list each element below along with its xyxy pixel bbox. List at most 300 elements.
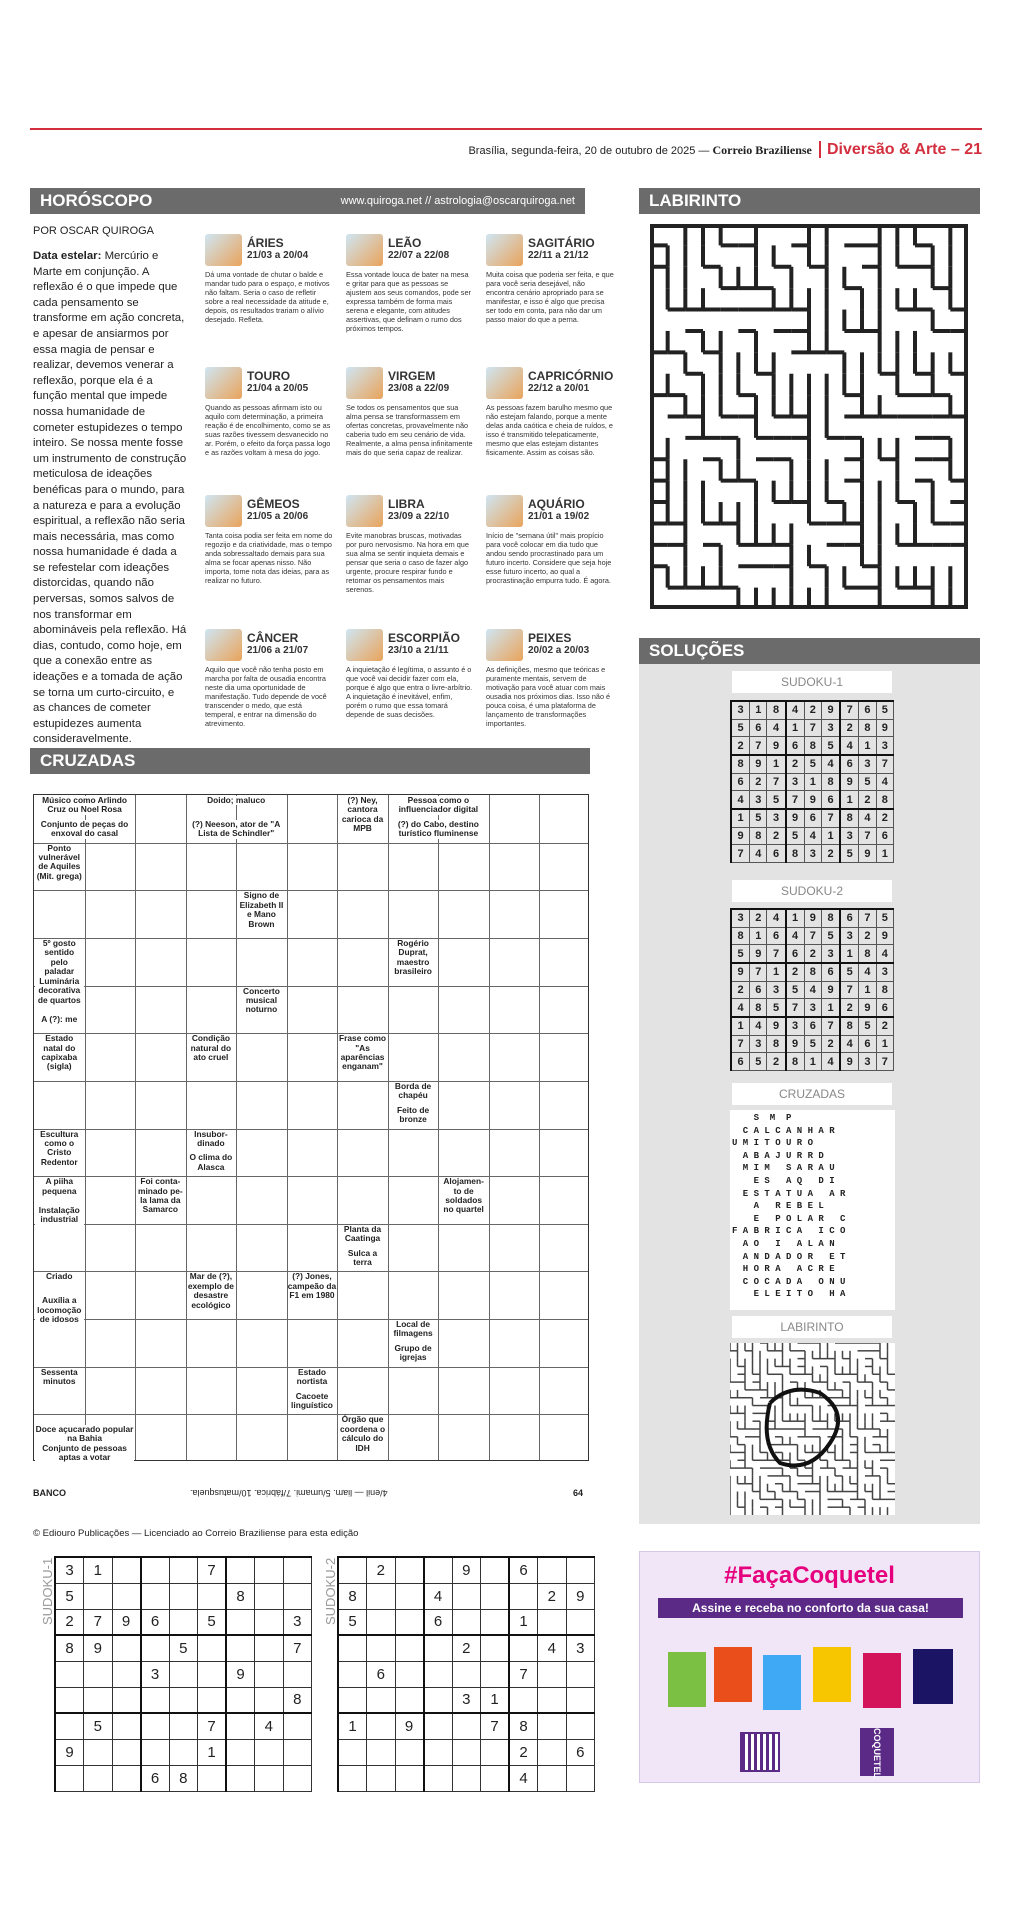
sudoku-cell[interactable] [55, 1765, 84, 1791]
sudoku-cell[interactable] [481, 1765, 510, 1791]
sudoku-cell: 7 [786, 999, 805, 1017]
sudoku-cell[interactable] [566, 1687, 595, 1713]
sudoku-cell: 1 [750, 701, 767, 719]
sudoku-cell: 3 [786, 773, 805, 791]
grid-line [287, 795, 288, 1460]
sudoku-cell[interactable]: 8 [283, 1687, 312, 1713]
sudoku-cell[interactable] [169, 1557, 198, 1583]
sudoku-cell: 9 [804, 791, 821, 809]
horoscope-links[interactable]: www.quiroga.net // astrologia@oscarquiroga.net [340, 195, 575, 207]
sudoku-cell[interactable] [55, 1661, 84, 1687]
sudoku-cell[interactable] [395, 1609, 424, 1635]
sudoku-cell[interactable] [367, 1609, 396, 1635]
sudoku-cell[interactable] [566, 1765, 595, 1791]
sudoku-cell: 1 [750, 927, 767, 945]
sudoku-cell[interactable]: 8 [169, 1765, 198, 1791]
sudoku-cell[interactable]: 5 [338, 1609, 367, 1635]
sudoku-cell[interactable]: 2 [538, 1583, 567, 1609]
crossword-clue: Luminária decorativa de quartos [35, 977, 84, 1005]
sudoku-cell[interactable]: 9 [84, 1635, 113, 1661]
sudoku-cell: 8 [859, 719, 876, 737]
sudoku-cell[interactable]: 4 [255, 1713, 284, 1739]
crossword-grid[interactable] [33, 794, 589, 1461]
sudoku-cell[interactable] [338, 1687, 367, 1713]
sudoku-cell: 7 [822, 809, 841, 827]
grid-line [34, 1176, 588, 1177]
sudoku-cell[interactable]: 3 [452, 1687, 481, 1713]
sudoku-cell[interactable] [169, 1687, 198, 1713]
sign-text: Essa vontade louca de bater na mesa e gritar para que as pessoas se ajustem aos seus comandos, pode ser expressa também de forma mais serena e elegante, com atitudes assertivas, que definam o rumo dos próximos tempos. [346, 270, 471, 333]
sign-name: LEÃO [388, 236, 422, 250]
sudoku-cell[interactable] [338, 1661, 367, 1687]
sudoku-cell[interactable]: 4 [424, 1583, 453, 1609]
sudoku-cell: 5 [876, 909, 893, 927]
sudoku1-grid[interactable] [54, 1556, 312, 1792]
sudoku-cell: 2 [731, 737, 750, 755]
sudoku-cell[interactable] [481, 1583, 510, 1609]
sudoku-cell[interactable]: 7 [481, 1713, 510, 1739]
sudoku-cell[interactable] [255, 1739, 284, 1765]
sudoku-cell[interactable] [141, 1635, 170, 1661]
sudoku-cell[interactable] [395, 1557, 424, 1583]
sign-illustration [205, 234, 242, 266]
sudoku-cell[interactable] [226, 1765, 255, 1791]
solution-sudoku1-label: SUDOKU-1 [732, 671, 892, 693]
crossword-clue: Órgão que coordena o cálculo do IDH [339, 1414, 386, 1453]
sudoku-cell: 1 [767, 963, 786, 981]
sudoku-cell[interactable] [198, 1661, 227, 1687]
sudoku-cell[interactable] [566, 1661, 595, 1687]
sudoku-cell[interactable]: 9 [566, 1583, 595, 1609]
sudoku-cell[interactable]: 8 [55, 1635, 84, 1661]
sudoku-cell: 8 [804, 963, 821, 981]
sudoku-cell: 3 [804, 999, 821, 1017]
sudoku-cell: 2 [876, 809, 893, 827]
sudoku-cell[interactable] [226, 1635, 255, 1661]
sudoku-cell[interactable] [141, 1739, 170, 1765]
sudoku-cell: 3 [804, 845, 821, 863]
sudoku-cell[interactable]: 5 [55, 1583, 84, 1609]
sign-text: Aquilo que você não tenha posto em marcha por falta de ousadia encontra neste dia uma oportunidade de manifestação. Tudo depende de você transcender o medo, que está temperal, e entrar na dimensão do atrevimento. [205, 665, 327, 728]
sudoku-cell[interactable] [84, 1687, 113, 1713]
sudoku-cell[interactable] [424, 1765, 453, 1791]
sudoku-cell[interactable]: 6 [141, 1765, 170, 1791]
crossword-clue: Borda de chapéu [389, 1082, 438, 1101]
sudoku-cell: 3 [786, 1017, 805, 1035]
sudoku-cell[interactable]: 3 [55, 1557, 84, 1583]
crossword-clue: Instalação industrial [35, 1206, 84, 1225]
sudoku-cell[interactable]: 8 [226, 1583, 255, 1609]
sudoku-cell: 7 [731, 1035, 750, 1053]
sign-dates: 22/07 a 22/08 [388, 250, 450, 261]
sudoku-cell[interactable] [367, 1713, 396, 1739]
sign-text: As definições, mesmo que teóricas e puramente mentais, servem de motivação para você atuar com mais ousadia nos próximos dias. Isso não é pouca coisa, é uma plataforma de lançamento de transformações importantes. [486, 665, 611, 728]
sudoku-cell[interactable] [424, 1661, 453, 1687]
sudoku-cell[interactable] [141, 1713, 170, 1739]
sudoku-cell[interactable]: 9 [226, 1661, 255, 1687]
sudoku-cell[interactable] [452, 1661, 481, 1687]
sudoku-cell: 5 [786, 827, 805, 845]
sudoku-cell[interactable] [112, 1713, 141, 1739]
sudoku-cell[interactable] [452, 1583, 481, 1609]
sudoku-cell[interactable] [226, 1557, 255, 1583]
sudoku-cell: 6 [731, 1053, 750, 1071]
sudoku-cell[interactable] [424, 1557, 453, 1583]
sudoku-cell: 9 [840, 1053, 859, 1071]
sudoku-cell[interactable]: 3 [566, 1635, 595, 1661]
sudoku-cell[interactable] [112, 1739, 141, 1765]
sudoku-cell[interactable] [481, 1557, 510, 1583]
sudoku-cell[interactable] [538, 1661, 567, 1687]
sudoku-cell: 1 [822, 999, 841, 1017]
sudoku-cell[interactable] [509, 1583, 538, 1609]
sudoku-cell[interactable] [141, 1583, 170, 1609]
sign-text: Tanta coisa podia ser feita em nome do regozijo e da criatividade, mas o tempo anda sobressaltado demais para sua alma se focar apenas nisso. Não importa, tome nota das ideias, para as realizar no futuro. [205, 531, 333, 585]
grid-line [34, 1129, 588, 1130]
sign-text: A inquietação é legítima, o assunto é o que você vai decidir fazer com ela, porque é algo que entra o livre-arbítrio. A inquietação é inevitável, enfim, porém o rumo que essa tomará depende de suas decisões. [346, 665, 473, 719]
sudoku-cell[interactable] [338, 1739, 367, 1765]
sudoku-cell[interactable]: 4 [538, 1635, 567, 1661]
sudoku-cell[interactable] [255, 1635, 284, 1661]
sudoku-cell: 7 [876, 1053, 893, 1071]
sudoku-cell: 9 [750, 755, 767, 773]
sudoku-cell: 6 [750, 981, 767, 999]
horoscope-intro [33, 249, 188, 748]
sudoku-cell[interactable]: 8 [338, 1583, 367, 1609]
sudoku-cell[interactable] [169, 1609, 198, 1635]
sudoku-cell: 1 [840, 791, 859, 809]
sudoku-cell[interactable]: 9 [395, 1713, 424, 1739]
solution-sudoku2-label: SUDOKU-2 [732, 880, 892, 902]
sudoku-cell[interactable] [481, 1635, 510, 1661]
sudoku-cell[interactable] [395, 1765, 424, 1791]
sudoku-cell[interactable] [55, 1713, 84, 1739]
sudoku-cell[interactable] [255, 1557, 284, 1583]
sudoku-cell[interactable] [226, 1739, 255, 1765]
sudoku-cell[interactable]: 7 [84, 1609, 113, 1635]
crossword-title-bar [30, 748, 590, 774]
sudoku-cell: 3 [876, 963, 893, 981]
sign-illustration [205, 495, 242, 527]
sudoku-cell[interactable] [55, 1687, 84, 1713]
sign-dates: 21/06 a 21/07 [247, 645, 309, 656]
sudoku-cell: 1 [876, 845, 893, 863]
sudoku-cell[interactable] [198, 1635, 227, 1661]
sudoku-cell[interactable]: 7 [283, 1635, 312, 1661]
sudoku-cell[interactable] [538, 1739, 567, 1765]
sudoku-cell: 9 [786, 1035, 805, 1053]
sudoku-cell: 5 [786, 981, 805, 999]
sign-name: CÂNCER [247, 631, 299, 645]
grid-line [34, 843, 588, 844]
sudoku-cell[interactable] [169, 1739, 198, 1765]
sign-illustration [486, 495, 523, 527]
sudoku-cell[interactable]: 5 [169, 1635, 198, 1661]
crossword-clue: Doce açucarado popular na Bahia [35, 1423, 134, 1444]
sign-text: Início de "semana útil" mais propício para você colocar em dia tudo que andou sendo procrastinado para um futuro incerto. Considere que seja hoje esse futuro incerto, ao qual a procrastinação empurra tudo. É agora. [486, 531, 612, 585]
sudoku-cell[interactable] [283, 1583, 312, 1609]
banco-label: BANCO [33, 1488, 66, 1498]
sudoku-cell: 7 [859, 827, 876, 845]
sudoku-cell: 8 [859, 945, 876, 963]
sudoku-cell[interactable] [338, 1765, 367, 1791]
sudoku-cell[interactable] [481, 1609, 510, 1635]
sudoku-cell[interactable] [198, 1687, 227, 1713]
sudoku-cell[interactable]: 5 [198, 1609, 227, 1635]
sudoku-cell[interactable] [255, 1661, 284, 1687]
sudoku-cell[interactable] [84, 1765, 113, 1791]
sudoku-cell[interactable]: 1 [338, 1713, 367, 1739]
sudoku-cell[interactable] [283, 1739, 312, 1765]
sudoku-cell[interactable] [226, 1687, 255, 1713]
sudoku-cell: 2 [786, 755, 805, 773]
sudoku-cell[interactable] [226, 1609, 255, 1635]
crossword-clue: Músico como Arlindo Cruz ou Noel Rosa [35, 796, 134, 815]
sudoku-cell[interactable] [509, 1635, 538, 1661]
sudoku-cell[interactable] [367, 1739, 396, 1765]
sudoku-cell[interactable]: 2 [367, 1557, 396, 1583]
sudoku-cell[interactable] [566, 1557, 595, 1583]
sudoku-cell[interactable]: 6 [509, 1557, 538, 1583]
crossword-clue: Doido; maluco [187, 796, 286, 805]
coquetel-ad[interactable] [639, 1551, 980, 1783]
sudoku-cell[interactable] [112, 1661, 141, 1687]
sudoku1-label: SUDOKU-1 [40, 1557, 55, 1625]
sudoku-cell[interactable] [255, 1609, 284, 1635]
sudoku-cell[interactable] [481, 1739, 510, 1765]
sudoku-cell[interactable]: 8 [509, 1713, 538, 1739]
crossword-clue: A (?): me [35, 1015, 84, 1024]
sudoku-cell[interactable] [198, 1765, 227, 1791]
page-header: Brasília, segunda-feira, 20 de outubro de 2025 — Correio Braziliense Diversão & Arte – 21 [468, 141, 982, 158]
sudoku-cell: 1 [876, 1035, 893, 1053]
sudoku-cell[interactable] [566, 1609, 595, 1635]
sudoku-cell: 6 [859, 701, 876, 719]
crossword-clue: Feito de bronze [389, 1106, 438, 1125]
sudoku-cell[interactable]: 6 [367, 1661, 396, 1687]
sudoku-cell[interactable]: 3 [141, 1661, 170, 1687]
qr-code-icon[interactable] [740, 1732, 780, 1772]
sudoku-cell[interactable]: 7 [198, 1713, 227, 1739]
sudoku-cell[interactable] [283, 1661, 312, 1687]
sudoku-cell: 7 [859, 909, 876, 927]
sudoku-cell[interactable] [452, 1765, 481, 1791]
sudoku-cell[interactable] [338, 1635, 367, 1661]
sudoku-cell: 8 [731, 755, 750, 773]
sudoku-cell[interactable] [538, 1765, 567, 1791]
sudoku-cell: 4 [859, 963, 876, 981]
sudoku-cell[interactable] [367, 1635, 396, 1661]
grid-line [34, 890, 588, 891]
sudoku-cell: 7 [804, 719, 821, 737]
sudoku-cell[interactable] [395, 1739, 424, 1765]
sudoku-cell[interactable]: 6 [424, 1609, 453, 1635]
sudoku-cell[interactable] [112, 1557, 141, 1583]
sudoku-cell[interactable] [112, 1687, 141, 1713]
ad-magazines [668, 1647, 953, 1722]
sign-dates: 21/01 a 19/02 [528, 511, 590, 522]
sudoku-cell: 6 [767, 927, 786, 945]
sudoku-cell[interactable] [566, 1713, 595, 1739]
sudoku-cell[interactable] [198, 1583, 227, 1609]
sudoku-cell: 2 [767, 827, 786, 845]
crossword-clue: Conjunto de pessoas aptas a votar [35, 1444, 134, 1463]
sudoku-cell: 1 [767, 755, 786, 773]
sudoku-cell[interactable] [424, 1687, 453, 1713]
sudoku-cell: 3 [767, 981, 786, 999]
sudoku-cell: 6 [767, 845, 786, 863]
sudoku-cell: 6 [750, 719, 767, 737]
sudoku-cell[interactable]: 1 [481, 1687, 510, 1713]
sudoku-cell: 9 [767, 737, 786, 755]
sudoku-cell: 5 [804, 1035, 821, 1053]
sign-text: As pessoas fazem barulho mesmo que não estejam falando, porque a mente delas anda caótica e cheia de ruídos, e isso é transmitido telepaticamente, mesmo que elas estejam distantes fisicamente. Assim as coisas são. [486, 403, 613, 457]
sudoku-cell[interactable] [481, 1661, 510, 1687]
sudoku-cell[interactable] [538, 1713, 567, 1739]
intro-text: Mercúrio e Marte em conjunção. A reflexão é o que impede que cada pensamento se transforme em ação concreta, e apesar de ansiarmos por essa magia de pensar e realizar, devemos venerar a reflexão, porque ela é a função mental que impede nossa humanidade de cometer estupidezes o tempo inteiro. Se nossa mente fosse um instrumento de construção meticulosa de ideações benéficas para o mundo, para a natureza e para a evolução espiritual, a reflexão não seria mais necessária, mas como nossa humanidade é dada a se refestelar com ideações distorcidas, quando não perversas, somos salvos de nos transformar em abomináveis pela reflexão. Há dias, contudo, como hoje, em que a conexão entre as ideações e a tomada de ação se torna um curto-circuito, e as chances de cometer estupidezes aumenta consideravelmente. [33, 250, 187, 746]
sudoku-cell[interactable]: 1 [84, 1557, 113, 1583]
sudoku-cell[interactable] [255, 1765, 284, 1791]
page-code: 64 [573, 1488, 584, 1498]
sudoku-cell: 3 [840, 927, 859, 945]
sudoku-cell: 5 [750, 1053, 767, 1071]
sudoku-cell[interactable]: 7 [509, 1661, 538, 1687]
sudoku-cell[interactable] [452, 1739, 481, 1765]
solution-cruzadas-grid: S M P C A L C A N H A R U M I T O U R O A B A J U R R D M I M S A R A U E S A Q D I E S T A T U A A R A R E B E L E P O L A R C F A B R I C A I C O A O I A L A N A N D A D O R E T H O R A A C R E C O C A D A O N U E L E I T O H A [730, 1110, 895, 1310]
sign-text: Dá uma vontade de chutar o balde e mandar tudo para o espaço, e motivos não faltam. Seria o caso de refletir sobre a real necessidade da atitude e, depois, os resultados trariam o alívio desejado. Refleta. [205, 270, 330, 324]
sudoku-cell[interactable]: 6 [566, 1739, 595, 1765]
sudoku-cell[interactable] [255, 1583, 284, 1609]
sudoku-cell[interactable]: 9 [452, 1557, 481, 1583]
sudoku-cell: 8 [876, 981, 893, 999]
crossword-clue: Sessenta minutos [35, 1368, 84, 1387]
sudoku-cell[interactable] [395, 1687, 424, 1713]
sudoku-cell: 6 [731, 773, 750, 791]
sudoku-cell[interactable]: 5 [84, 1713, 113, 1739]
sudoku2-label: SUDOKU-2 [323, 1557, 338, 1625]
sudoku-cell[interactable]: 2 [452, 1635, 481, 1661]
grid-line [186, 795, 187, 1460]
sudoku-cell: 1 [804, 1053, 821, 1071]
sudoku-cell: 8 [822, 909, 841, 927]
sudoku-cell: 8 [786, 1053, 805, 1071]
sudoku-cell: 1 [804, 773, 821, 791]
grid-line [34, 1224, 588, 1225]
sudoku-cell: 7 [840, 981, 859, 999]
sudoku-cell[interactable] [283, 1765, 312, 1791]
sudoku-cell[interactable] [84, 1661, 113, 1687]
sudoku-cell[interactable] [367, 1583, 396, 1609]
sudoku-cell: 3 [731, 909, 750, 927]
sudoku-cell[interactable] [283, 1557, 312, 1583]
sudoku-cell: 5 [804, 755, 821, 773]
maze-puzzle[interactable] [650, 224, 968, 609]
sudoku-cell[interactable]: 4 [509, 1765, 538, 1791]
sudoku-cell: 9 [750, 945, 767, 963]
sudoku-cell[interactable]: 7 [198, 1557, 227, 1583]
sudoku-cell[interactable] [395, 1583, 424, 1609]
sudoku-cell[interactable] [452, 1713, 481, 1739]
sudoku-cell: 5 [822, 737, 841, 755]
sudoku-cell[interactable]: 2 [509, 1739, 538, 1765]
sudoku-cell: 8 [731, 927, 750, 945]
crossword-clue: Conjunto de peças do enxoval do casal [35, 820, 134, 839]
sudoku-cell: 9 [804, 909, 821, 927]
sudoku-cell[interactable]: 9 [55, 1739, 84, 1765]
sudoku-cell[interactable] [84, 1583, 113, 1609]
maze-title: LABIRINTO [649, 191, 742, 210]
sudoku-cell[interactable] [538, 1557, 567, 1583]
sudoku-cell: 8 [767, 701, 786, 719]
sudoku-cell[interactable] [112, 1765, 141, 1791]
sudoku-cell[interactable] [367, 1687, 396, 1713]
sudoku-cell[interactable] [255, 1687, 284, 1713]
sign-name: CAPRICÓRNIO [528, 369, 614, 383]
sudoku-cell: 2 [804, 701, 821, 719]
sudoku-cell[interactable] [141, 1687, 170, 1713]
sudoku-cell[interactable] [395, 1635, 424, 1661]
sudoku-cell: 7 [804, 927, 821, 945]
sudoku-cell: 2 [750, 773, 767, 791]
sudoku-cell: 2 [767, 1053, 786, 1071]
sudoku-cell[interactable] [169, 1661, 198, 1687]
crossword-clue: (?) Ney, cantora carioca da MPB [338, 796, 387, 834]
sign-illustration [486, 367, 523, 399]
sudoku-cell[interactable] [112, 1583, 141, 1609]
sudoku-cell[interactable] [112, 1635, 141, 1661]
grid-line [438, 795, 439, 1460]
sudoku-cell[interactable] [452, 1609, 481, 1635]
sudoku-cell[interactable] [283, 1713, 312, 1739]
sudoku-cell[interactable]: 1 [509, 1609, 538, 1635]
sudoku-cell[interactable] [538, 1687, 567, 1713]
sign-dates: 22/12 a 20/01 [528, 383, 590, 394]
sudoku-cell[interactable]: 1 [198, 1739, 227, 1765]
sudoku-cell[interactable] [395, 1661, 424, 1687]
sign-illustration [346, 495, 383, 527]
sudoku-cell[interactable] [84, 1739, 113, 1765]
maze-title-bar [639, 188, 980, 214]
sudoku-cell[interactable]: 9 [112, 1609, 141, 1635]
crossword-clue: Foi conta- minado pe- la lama da Samarco [138, 1176, 183, 1215]
sudoku-cell[interactable] [367, 1765, 396, 1791]
sudoku-cell: 6 [786, 737, 805, 755]
sudoku-cell[interactable] [509, 1687, 538, 1713]
sudoku-cell[interactable]: 2 [55, 1609, 84, 1635]
sudoku2-grid[interactable] [337, 1556, 595, 1792]
sudoku-cell[interactable] [141, 1557, 170, 1583]
sudoku-cell[interactable] [169, 1713, 198, 1739]
sudoku-cell: 2 [822, 1035, 841, 1053]
sudoku-cell[interactable] [424, 1739, 453, 1765]
sudoku-cell[interactable]: 3 [283, 1609, 312, 1635]
sudoku-cell[interactable] [538, 1609, 567, 1635]
sign-dates: 20/02 a 20/03 [528, 645, 590, 656]
crossword-clue: O clima do Alasca [187, 1153, 236, 1172]
sudoku-cell[interactable] [169, 1583, 198, 1609]
sudoku-cell[interactable] [338, 1557, 367, 1583]
sudoku-cell[interactable] [424, 1713, 453, 1739]
sudoku-cell: 1 [840, 945, 859, 963]
sudoku-cell[interactable] [226, 1713, 255, 1739]
sudoku-cell[interactable] [424, 1635, 453, 1661]
crossword-clue: Estado nortista [288, 1368, 337, 1387]
intro-label: Data estelar: [33, 250, 102, 262]
sudoku-cell[interactable]: 6 [141, 1609, 170, 1635]
grid-line [539, 795, 540, 1460]
grid-line [34, 1081, 588, 1082]
sudoku-cell: 6 [786, 945, 805, 963]
